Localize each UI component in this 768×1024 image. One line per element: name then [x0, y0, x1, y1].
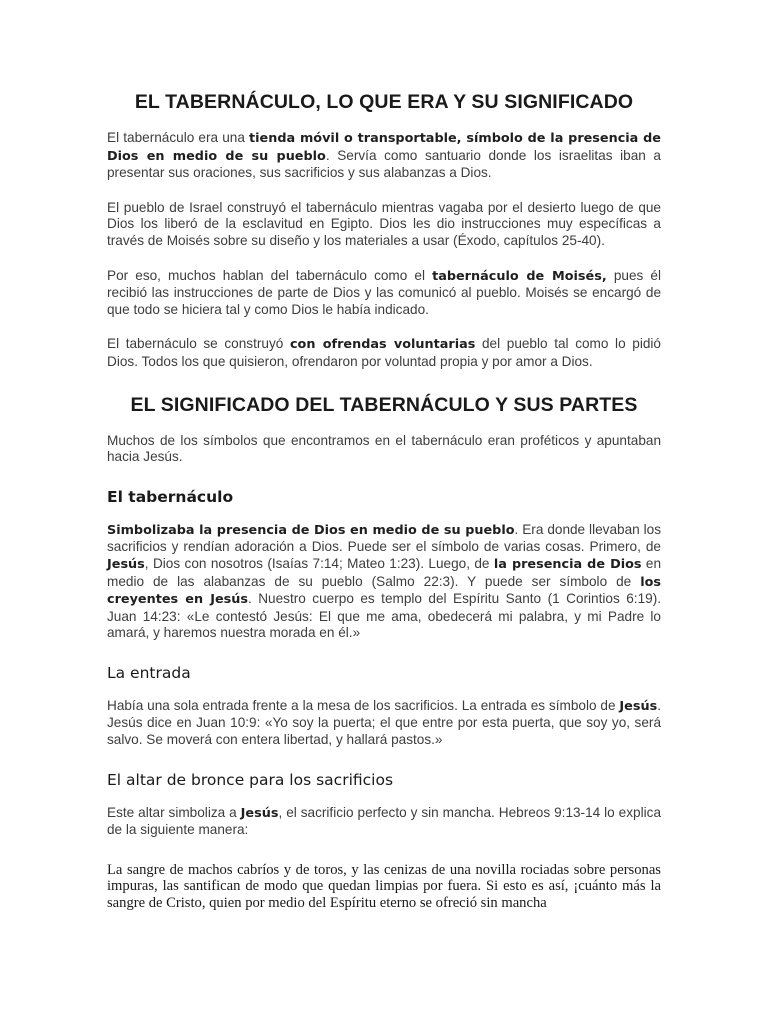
text: en medio de las alabanzas de su pueblo (Salmo 22:3). Y puede ser símbolo de: [107, 555, 661, 589]
bold-text: los creyentes en Jesús: [107, 574, 661, 608]
text: . Jesús dice en Juan 10:9: «Yo soy la puerta; el que entre por esta puerta, que soy yo, será salvo. Se moverá con entera libertad, y hallará pastos.»: [107, 697, 661, 748]
bold-text: tabernáculo de Moisés,: [432, 268, 607, 284]
heading-altar: El altar de bronce para los sacrificios: [107, 770, 394, 789]
heading-entrada: La entrada: [107, 663, 191, 682]
paragraph-israel: El pueblo de Israel construyó el tabernáculo mientras vagaba por el desierto luego de que Dios los liberó de la esclavitud en Egipto. Dios les dio instrucciones muy específicas a través de Moisés sobre su diseño y los materiales a usar (Éxodo, capítulos 25-40).: [107, 199, 661, 248]
page-title: EL TABERNÁCULO, LO QUE ERA Y SU SIGNIFICADO: [134, 91, 634, 113]
bold-text: con ofrendas voluntarias: [289, 337, 476, 353]
bold-text: Simbolizaba la presencia de Dios en medio de su pueblo: [107, 522, 515, 538]
paragraph-ofrendas: [107, 336, 661, 370]
quote-hebreos: La sangre de machos cabríos y de toros, y las cenizas de una novilla rociadas sobre personas impuras, las santifican de modo que quedan limpias por fuera. Si esto es así, ¡cuánto más la sangre de Cristo, quien por medio del Espíritu eterno se ofreció sin mancha: [107, 861, 661, 912]
text: El tabernáculo se construyó: [107, 336, 290, 352]
section-title: EL SIGNIFICADO DEL TABERNÁCULO Y SUS PARTES: [130, 393, 638, 416]
paragraph-simbolos: Muchos de los símbolos que encontramos en el tabernáculo eran proféticos y apuntaban hacia Jesús.: [107, 432, 661, 465]
bold-text: la presencia de Dios: [493, 556, 642, 572]
paragraph-moises: [107, 268, 661, 319]
bold-text: tienda móvil o transportable, símbolo de la presencia de Dios en medio de su pueblo: [107, 131, 661, 164]
heading-tabernaculo: El tabernáculo: [107, 487, 234, 506]
paragraph-entrada: [107, 698, 661, 749]
text: . Servía como santuario donde los israelitas iban a presentar sus oraciones, sus sacrificios y sus alabanzas a Dios.: [107, 147, 661, 181]
text: Por eso, muchos hablan del tabernáculo como el: [107, 267, 433, 283]
text: . Nuestro cuerpo es templo del Espíritu Santo (1 Corintios 6:19). Juan 14:23: «Le contestó Jesús: El que me ama, obedecerá mi palabra, y mi Padre lo amará, y haremos nuestra morada en él.»: [107, 591, 662, 641]
paragraph-intro: [107, 130, 661, 182]
text: . Era donde llevaban los sacrificios y rendían adoración a Dios. Puede ser el símbolo de varias cosas. Primero, de: [107, 521, 662, 555]
text: , Dios con nosotros (Isaías 7:14; Mateo 1:23). Luego, de: [144, 555, 494, 571]
text: , el sacrificio perfecto y sin mancha. Hebreos 9:13-14 lo explica de la siguiente manera:: [107, 804, 661, 838]
text: Este altar simboliza a: [107, 804, 241, 820]
text: Había una sola entrada frente a la mesa de los sacrificios. La entrada es símbolo de: [107, 697, 620, 713]
text: El tabernáculo era una: [107, 130, 250, 145]
document-page: [107, 88, 661, 912]
bold-text: Jesús: [107, 556, 145, 572]
text: pues él recibió las instrucciones de parte de Dios y las comunicó al pueblo. Moisés se encargó de que todo se hiciera tal y como Dios le había indicado.: [107, 267, 661, 317]
text: del pueblo tal como lo pidió Dios. Todos los que quisieron, ofrendaron por voluntad propia y por amor a Dios.: [107, 336, 661, 369]
paragraph-altar: [107, 805, 661, 839]
paragraph-tabernaculo: [107, 522, 661, 642]
bold-text: Jesús: [619, 698, 658, 714]
bold-text: Jesús: [240, 805, 279, 821]
